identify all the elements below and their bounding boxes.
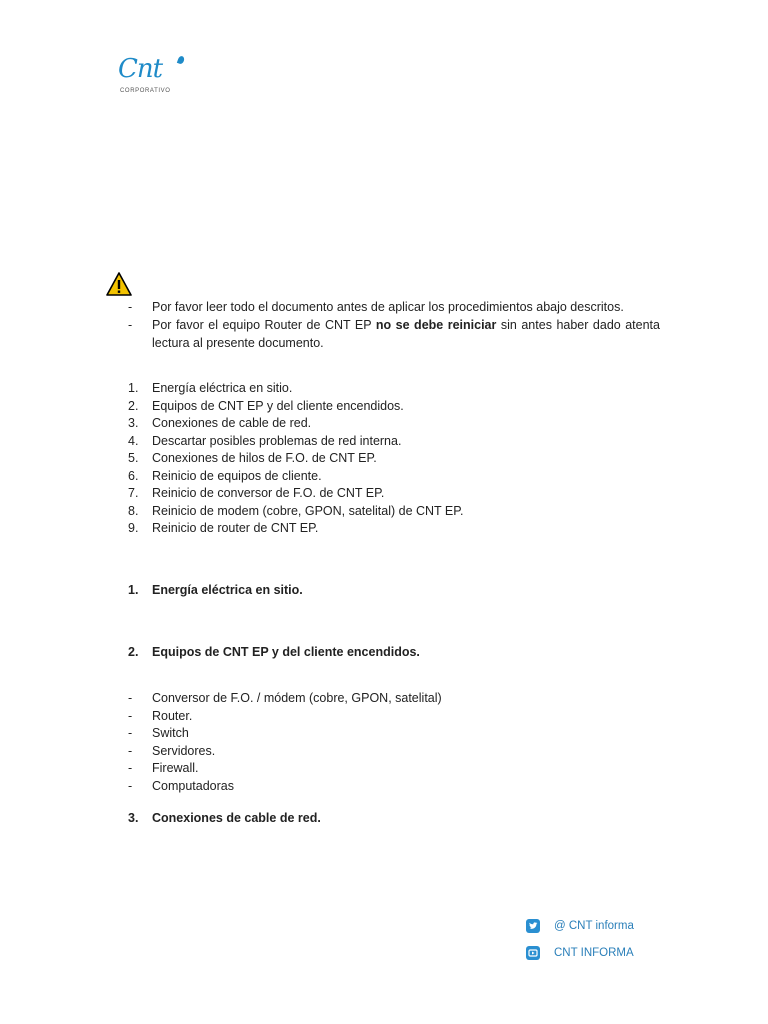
list-item <box>128 743 442 761</box>
list-item-text: Reinicio de conversor de F.O. de CNT EP. <box>152 486 385 500</box>
list-item-number: 1. <box>128 381 139 395</box>
list-item <box>128 778 442 796</box>
list-item-number: 7. <box>128 486 139 500</box>
bullet-dash: - <box>128 778 133 793</box>
list-item-text: Reinicio de equipos de cliente. <box>152 468 322 483</box>
list-item <box>128 708 442 726</box>
warning-icon <box>106 271 132 297</box>
warning-text-2-before: Por favor el equipo Router de CNT EP <box>152 318 376 332</box>
list-item <box>128 520 463 538</box>
bullet-dash: - <box>128 743 133 758</box>
youtube-channel: CNT INFORMA <box>554 947 634 959</box>
warning-text-2 <box>152 317 660 352</box>
bullet-dash: - <box>128 761 133 775</box>
list-item-number: 8. <box>128 503 139 518</box>
youtube-icon <box>526 946 540 960</box>
steps-list <box>128 380 463 538</box>
list-item <box>128 468 463 486</box>
bullet-dash: - <box>128 300 133 314</box>
warning-text-1: Por favor leer todo el documento antes de aplicar los procedimientos abajo descritos. <box>152 300 624 314</box>
logo-dot <box>177 55 185 65</box>
list-item <box>128 485 463 503</box>
section-number: 3. <box>128 811 139 825</box>
list-item <box>128 415 463 433</box>
list-item-text: Equipos de CNT EP y del cliente encendidos. <box>152 398 404 413</box>
list-item-text: Energía eléctrica en sitio. <box>152 381 293 395</box>
list-item <box>128 760 442 778</box>
list-item-text: Conexiones de cable de red. <box>152 416 312 430</box>
list-item-number: 6. <box>128 468 139 483</box>
list-item-text: Conversor de F.O. / módem (cobre, GPON, satelital) <box>152 691 442 705</box>
list-item-text: Servidores. <box>152 743 216 758</box>
list-item-number: 9. <box>128 521 139 535</box>
list-item-text: Computadoras <box>152 778 234 793</box>
list-item-number: 4. <box>128 433 139 448</box>
list-item-text: Reinicio de router de CNT EP. <box>152 521 319 535</box>
list-item-number: 5. <box>128 451 139 465</box>
list-item <box>128 690 442 708</box>
section-heading <box>128 811 321 825</box>
section-title: Conexiones de cable de red. <box>152 811 321 825</box>
section-number: 1. <box>128 583 139 597</box>
equipment-list <box>128 690 442 795</box>
list-item-text: Switch <box>152 726 189 740</box>
social-youtube-link[interactable] <box>526 946 634 960</box>
cnt-logo <box>118 54 190 100</box>
list-item <box>128 433 463 451</box>
list-item <box>128 450 463 468</box>
section-title: Energía eléctrica en sitio. <box>152 583 303 597</box>
list-item-text: Descartar posibles problemas de red interna. <box>152 433 402 448</box>
section-heading <box>128 583 303 597</box>
bullet-dash: - <box>128 708 133 723</box>
list-item-text: Router. <box>152 708 193 723</box>
list-item <box>128 380 463 398</box>
bullet-dash: - <box>128 318 133 332</box>
section-heading <box>128 645 420 659</box>
list-item <box>128 725 442 743</box>
bullet-dash: - <box>128 726 133 740</box>
warning-text-2-bold: no se debe reiniciar <box>375 318 497 332</box>
twitter-icon <box>526 919 540 933</box>
logo-wordmark: Cnt <box>118 54 163 84</box>
list-item-number: 3. <box>128 416 139 430</box>
list-item-text: Reinicio de modem (cobre, GPON, satelital) de CNT EP. <box>152 503 464 518</box>
list-item-text: Conexiones de hilos de F.O. de CNT EP. <box>152 451 377 465</box>
warning-text-2-after: sin antes haber dado atenta lectura al presente documento. <box>152 318 660 350</box>
list-item <box>128 398 463 416</box>
logo-subtitle: CORPORATIVO <box>120 88 171 94</box>
section-title: Equipos de CNT EP y del cliente encendidos. <box>152 645 420 659</box>
twitter-handle: @ CNT informa <box>554 920 634 932</box>
list-item-text: Firewall. <box>152 761 199 775</box>
list-item <box>128 503 463 521</box>
section-number: 2. <box>128 645 139 659</box>
social-twitter-link[interactable] <box>526 919 634 933</box>
bullet-dash: - <box>128 691 133 705</box>
list-item-number: 2. <box>128 398 139 413</box>
